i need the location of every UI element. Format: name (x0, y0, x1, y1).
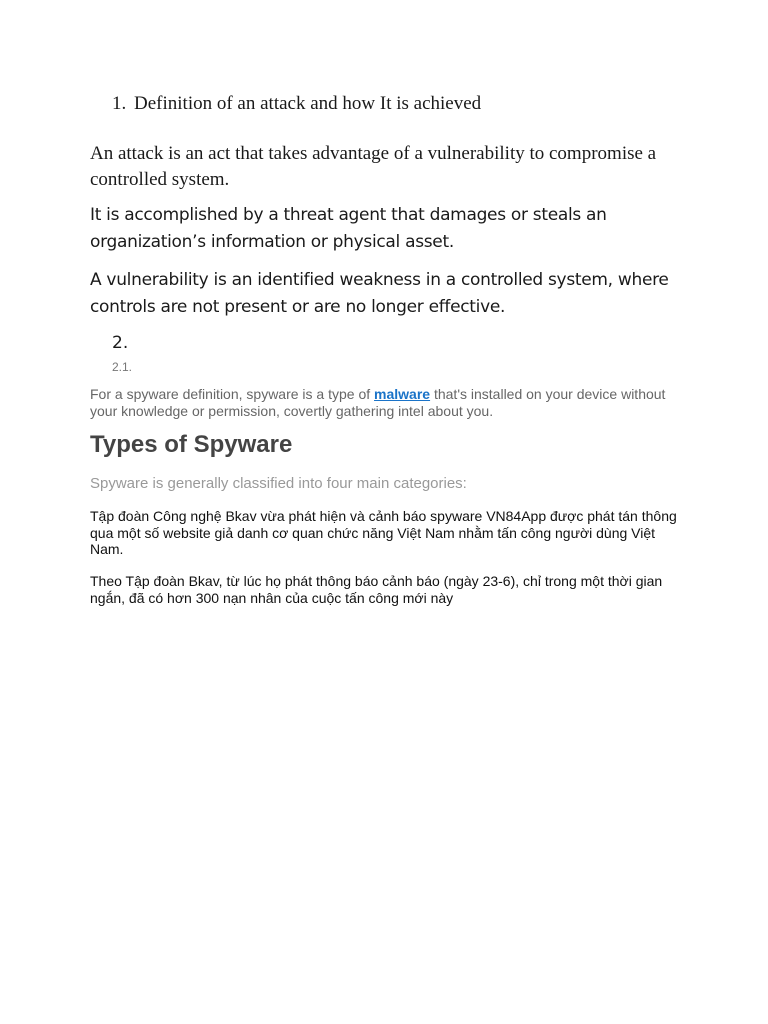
bkav-warning-paragraph: Tập đoàn Công nghệ Bkav vừa phát hiện và cảnh báo spyware VN84App được phát tán thông qua một số website giả danh cơ quan chức năng Việt Nam nhằm tấn công người dùng Việt Nam. (90, 508, 677, 557)
attack-definition-paragraph: An attack is an act that takes advantage of a vulnerability to compromise a controlled system. (90, 143, 657, 190)
bkav-victims-paragraph: Theo Tập đoàn Bkav, từ lúc họ phát thông báo cảnh báo (ngày 23-6), chỉ trong một thời gian ngắn, đã có hơn 300 nạn nhân của cuộc tấn công mới này (90, 573, 663, 606)
threat-agent-paragraph: It is accomplished by a threat agent that damages or steals an organization’s information or physical asset. (90, 205, 607, 252)
spyware-definition-text-before: For a spyware definition, spyware is a type of (90, 386, 375, 402)
spyware-definition-text-after: that's installed on your device without your knowledge or permission, covertly gathering intel about you. (90, 386, 666, 419)
vulnerability-paragraph: A vulnerability is an identified weakness in a controlled system, where controls are not present or are no longer effective. (90, 270, 669, 317)
list-number-2-1: 2.1. (112, 360, 133, 374)
spyware-categories-subheading: Spyware is generally classified into four main categories: (90, 475, 467, 492)
section-1-heading: Definition of an attack and how It is achieved (134, 93, 482, 114)
spyware-definition-paragraph (90, 386, 690, 420)
list-number-2: 2. (112, 333, 129, 353)
list-item-1 (112, 93, 481, 115)
types-of-spyware-heading: Types of Spyware (90, 431, 293, 458)
malware-link[interactable]: malware (374, 386, 431, 402)
list-number-1: 1. (112, 93, 127, 114)
